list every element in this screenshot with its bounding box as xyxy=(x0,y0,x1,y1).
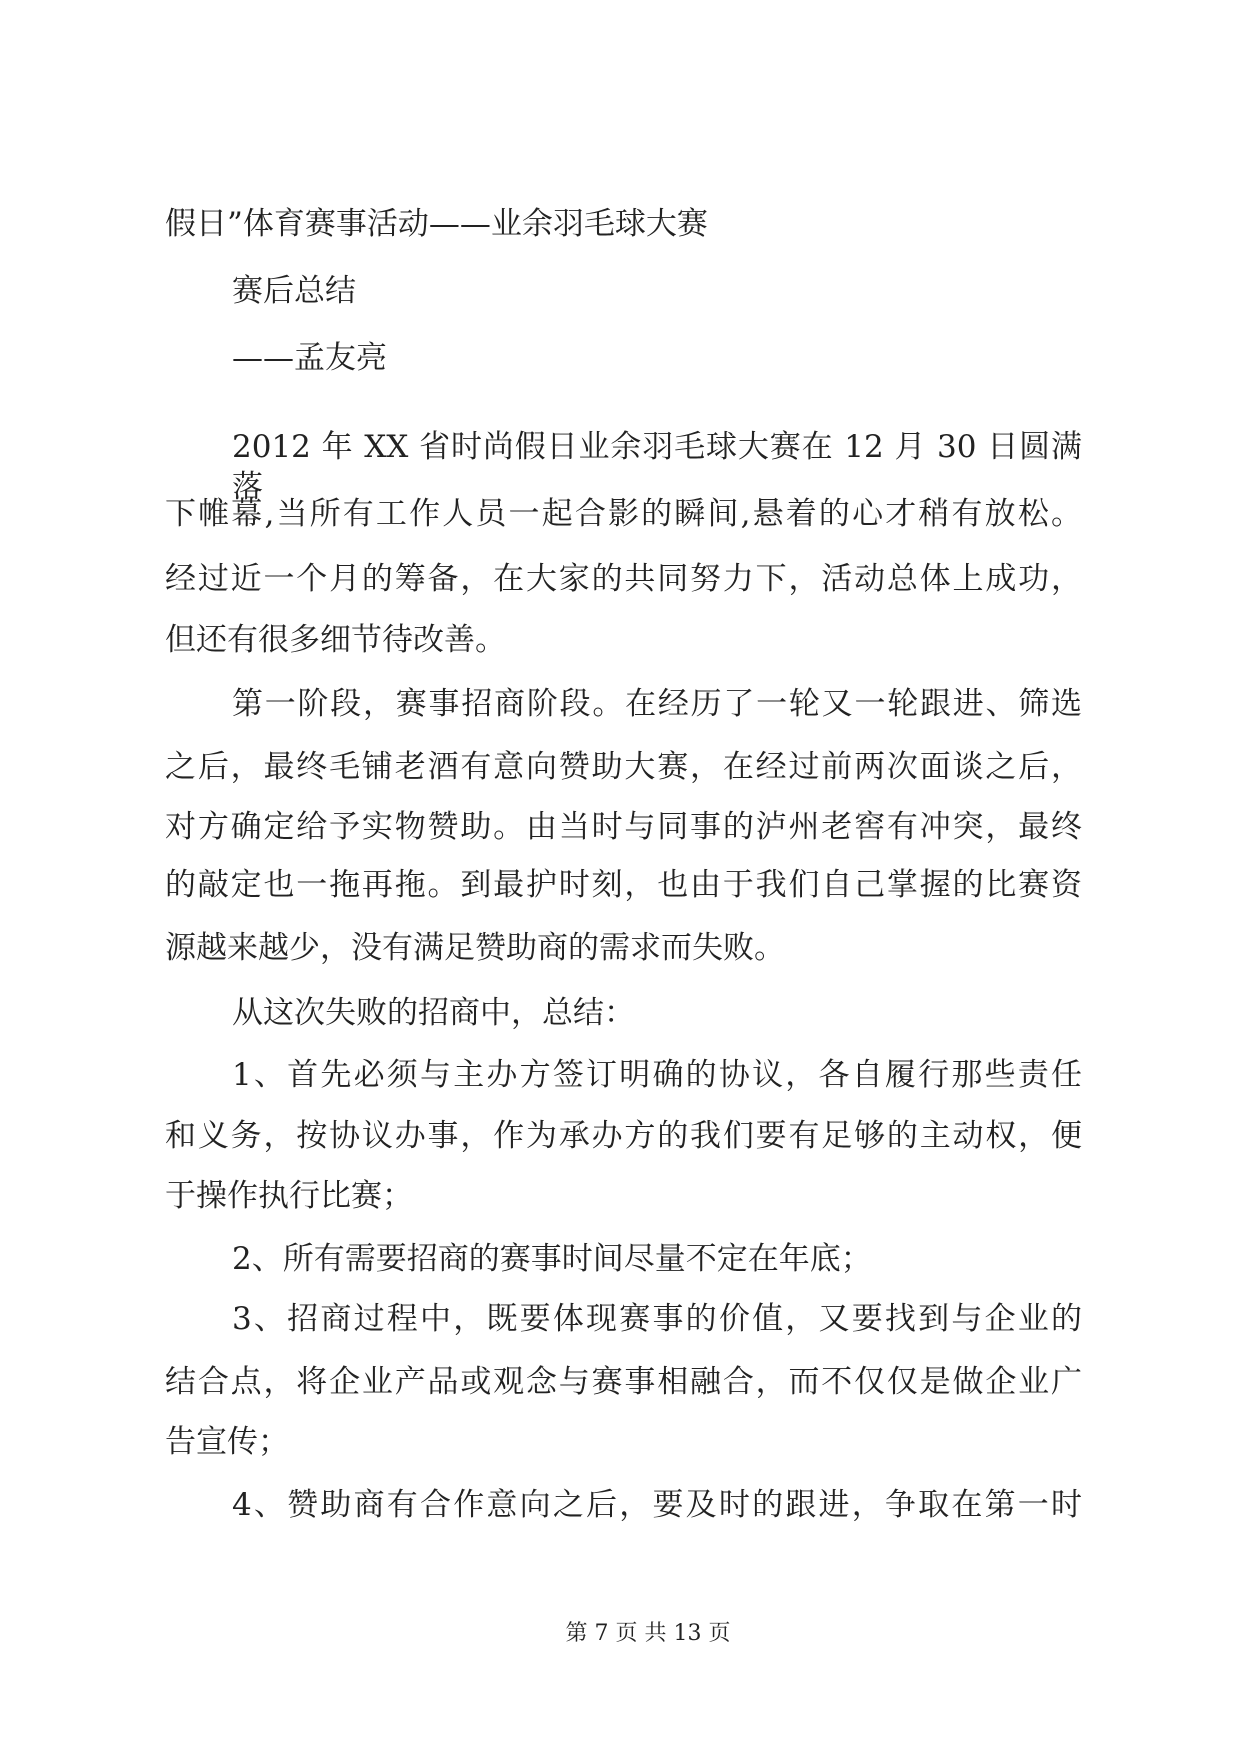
continued-title: 假日”体育赛事活动——业余羽毛球大赛 xyxy=(165,206,708,242)
text-line: 于操作执行比赛； xyxy=(165,1178,413,1214)
text-line: 2012 年 XX 省时尚假日业余羽毛球大赛在 12 月 30 日圆满落 xyxy=(232,429,1082,505)
text-line: 经过近一个月的筹备，在大家的共同努力下，活动总体上成功， xyxy=(165,561,1082,597)
text-line: 4、赞助商有合作意向之后，要及时的跟进，争取在第一时 xyxy=(232,1487,1082,1523)
text-line: 从这次失败的招商中，总结： xyxy=(232,995,635,1031)
text-line: 之后，最终毛铺老酒有意向赞助大赛，在经过前两次面谈之后， xyxy=(165,749,1082,785)
page-number-footer: 第 7 页 共 13 页 xyxy=(565,1621,731,1646)
text-line: 但还有很多细节待改善。 xyxy=(165,622,506,658)
text-line: 结合点，将企业产品或观念与赛事相融合，而不仅仅是做企业广 xyxy=(165,1364,1082,1400)
text-line: 源越来越少，没有满足赞助商的需求而失败。 xyxy=(165,930,785,966)
author-line: ——孟友亮 xyxy=(232,340,387,376)
text-line: 2、所有需要招商的赛事时间尽量不定在年底； xyxy=(232,1241,872,1277)
text-line: 告宣传； xyxy=(165,1424,289,1460)
text-line: 对方确定给予实物赞助。由当时与同事的泸州老窖有冲突，最终 xyxy=(165,809,1082,845)
text-line: 第一阶段，赛事招商阶段。在经历了一轮又一轮跟进、筛选 xyxy=(232,686,1082,722)
text-line: 3、招商过程中，既要体现赛事的价值，又要找到与企业的 xyxy=(232,1301,1082,1337)
text-line: 和义务，按协议办事，作为承办方的我们要有足够的主动权，便 xyxy=(165,1118,1082,1154)
text-line: 的敲定也一拖再拖。到最护时刻，也由于我们自己掌握的比赛资 xyxy=(165,867,1082,903)
subtitle: 赛后总结 xyxy=(232,273,356,309)
text-line: 1、首先必须与主办方签订明确的协议，各自履行那些责任 xyxy=(232,1057,1082,1093)
text-line: 下帷幕,当所有工作人员一起合影的瞬间,悬着的心才稍有放松。 xyxy=(165,496,1082,532)
